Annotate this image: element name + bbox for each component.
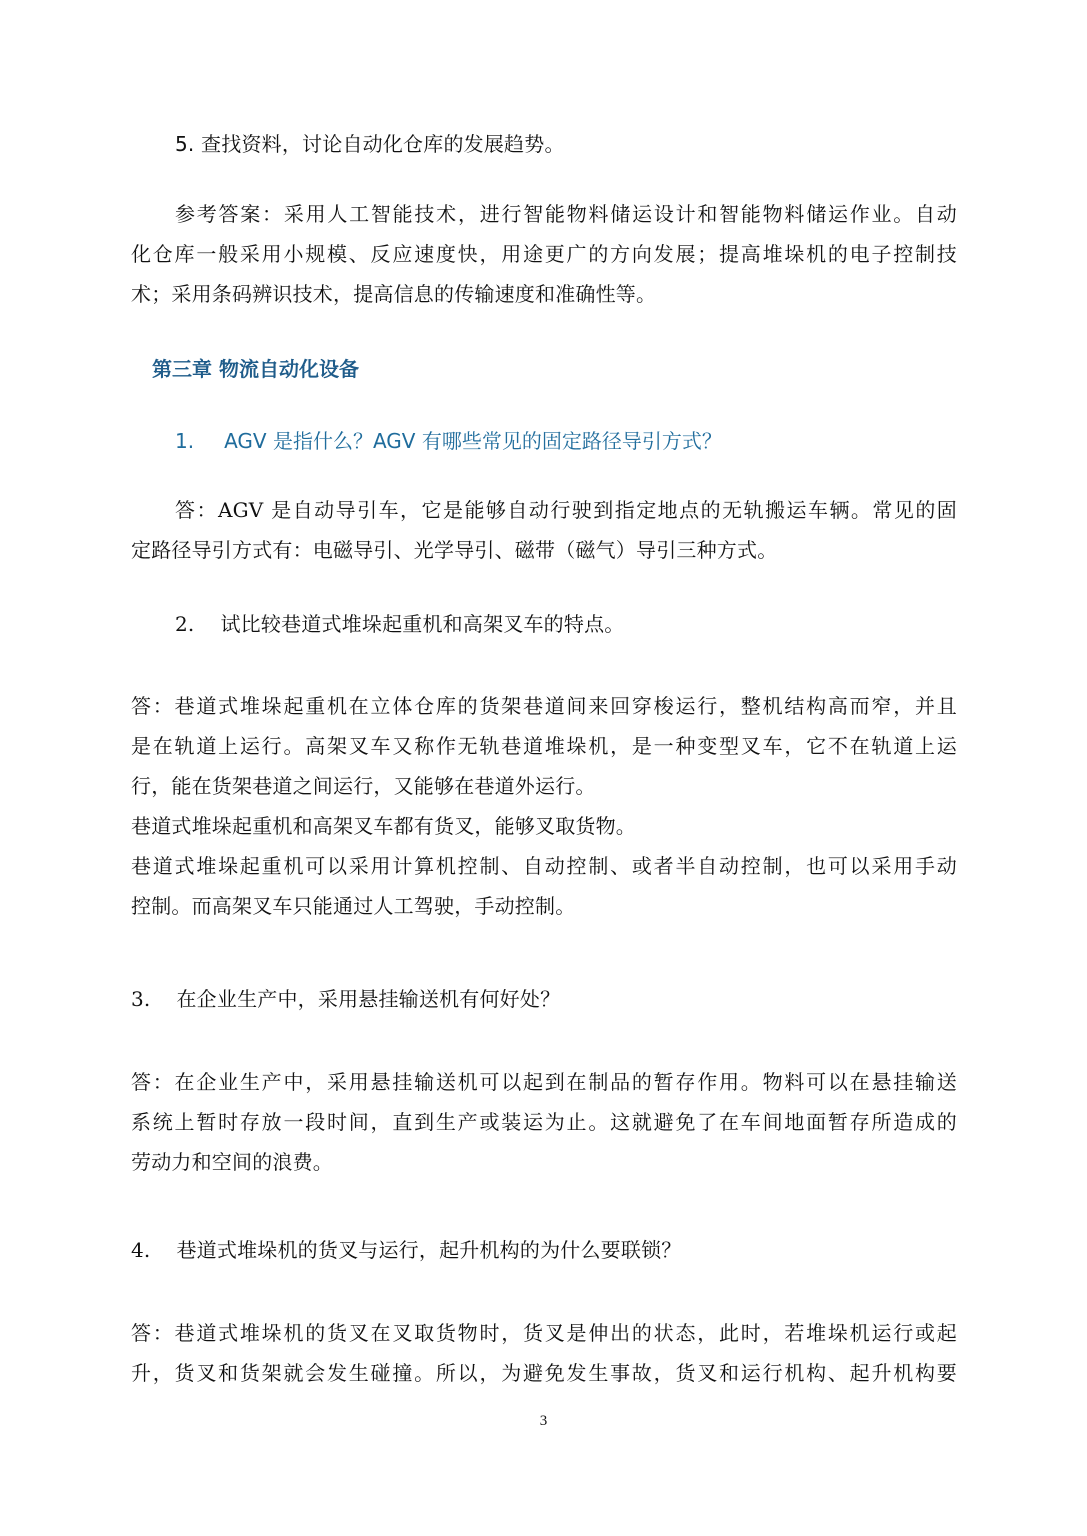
question-1 — [175, 421, 722, 461]
answer-line: 答：在企业生产中，采用悬挂输送机可以起到在制品的暂存作用。物料可以在悬挂输送 — [131, 1070, 957, 1094]
question-number: 3. — [131, 987, 151, 1011]
answer-line: 答：巷道式堆垛起重机在立体仓库的货架巷道间来回穿梭运行，整机结构高而窄，并且 — [131, 694, 957, 718]
answer-2 — [131, 686, 957, 926]
question-text: 查找资料，讨论自动化仓库的发展趋势。 — [201, 132, 565, 156]
question-2 — [175, 604, 1001, 644]
question-4 — [131, 1230, 957, 1270]
question-text: 试比较巷道式堆垛起重机和高架叉车的特点。 — [220, 612, 625, 636]
answer-5 — [131, 194, 957, 314]
answer-line: 参考答案：采用人工智能技术，进行智能物料储运设计和智能物料储运作业。自动 — [175, 202, 957, 226]
answer-line: 答：AGV 是自动导引车，它是能够自动行驶到指定地点的无轨搬运车辆。常见的固 — [175, 498, 957, 522]
question-3 — [131, 979, 957, 1019]
answer-line: 巷道式堆垛起重机和高架叉车都有货叉，能够叉取货物。 — [131, 814, 636, 838]
question-number: 1. — [175, 429, 195, 453]
answer-line: 巷道式堆垛起重机可以采用计算机控制、自动控制、或者半自动控制，也可以采用手动 — [131, 854, 957, 878]
answer-line: 升，货叉和货架就会发生碰撞。所以，为避免发生事故，货叉和运行机构、起升机构要 — [131, 1361, 957, 1385]
question-5 — [175, 124, 1001, 164]
answer-line: 行，能在货架巷道之间运行，又能够在巷道外运行。 — [131, 774, 596, 798]
answer-line: 系统上暂时存放一段时间，直到生产或装运为止。这就避免了在车间地面暂存所造成的 — [131, 1110, 957, 1134]
answer-1 — [131, 490, 957, 570]
question-text: 在企业生产中，采用悬挂输送机有何好处？ — [176, 987, 561, 1011]
question-number: 4. — [131, 1238, 151, 1262]
answer-line: 化仓库一般采用小规模、反应速度快，用途更广的方向发展；提高堆垛机的电子控制技 — [131, 242, 957, 266]
answer-line: 术；采用条码辨识技术，提高信息的传输速度和准确性等。 — [131, 282, 657, 306]
answer-line: 是在轨道上运行。高架叉车又称作无轨巷道堆垛机，是一种变型叉车，它不在轨道上运 — [131, 734, 957, 758]
answer-line: 劳动力和空间的浪费。 — [131, 1150, 333, 1174]
answer-line: 答：巷道式堆垛机的货叉在叉取货物时，货叉是伸出的状态，此时，若堆垛机运行或起 — [131, 1321, 957, 1345]
question-text: 巷道式堆垛机的货叉与运行，起升机构的为什么要联锁？ — [176, 1238, 682, 1262]
answer-4 — [131, 1313, 957, 1393]
page-number: 3 — [539, 1413, 548, 1429]
answer-line: 控制。而高架叉车只能通过人工驾驶，手动控制。 — [131, 894, 576, 918]
chapter-heading: 第三章 物流自动化设备 — [152, 357, 359, 381]
question-text: AGV 是指什么？AGV 有哪些常见的固定路径导引方式？ — [224, 429, 722, 453]
question-number: 5. — [175, 132, 195, 156]
question-number: 2. — [175, 612, 195, 636]
answer-3 — [131, 1062, 957, 1182]
answer-line: 定路径导引方式有：电磁导引、光学导引、磁带（磁气）导引三种方式。 — [131, 538, 778, 562]
